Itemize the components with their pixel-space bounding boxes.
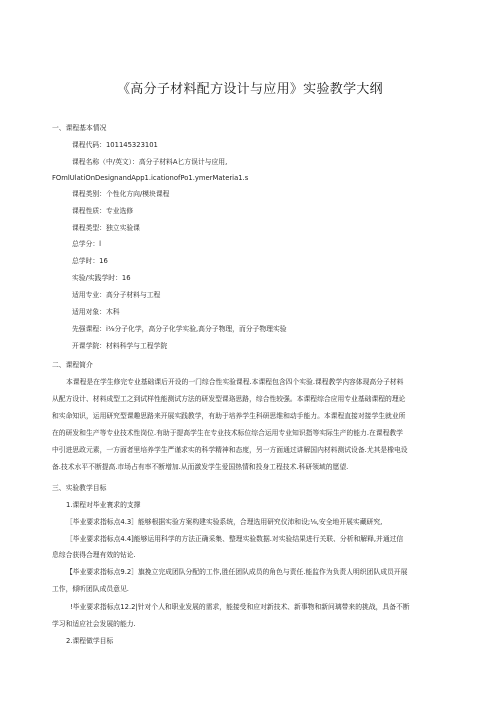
course-code: 课程代码：101145323101 <box>72 141 158 149</box>
course-type: 课程类型：独立实验课 <box>72 224 140 232</box>
course-nature: 课程性质：专业选修 <box>72 207 134 215</box>
graduation-requirement-12-2-cont: 学习和适应社会发展的能力. <box>52 620 136 628</box>
objective-subheading-goals: 2.课程做学目标 <box>66 637 114 645</box>
target-students: 适用对象：木科 <box>72 308 120 316</box>
course-name: 课程名称（中/英文）：高分子材料A匕方误计与应用, <box>72 158 228 166</box>
graduation-requirement-9-2-cont: 工作，倾听团队成员意见. <box>52 585 129 593</box>
graduation-requirement-12-2: !毕业要求指标点12.2|针对个人和职业发展的需求，能接受和应对新技术、新事物和新问璃带来的挑战，具备不断 <box>70 603 410 611</box>
intro-line: 备.技术水平不断提高.市场占有率不断增加.从而激发学生爱国热情和投身工程技术.科研领域的愿望. <box>52 463 349 471</box>
graduation-requirement-4-4-cont: 息综合获得合理有效的钻论. <box>52 551 136 559</box>
total-credits: 总学分：l <box>72 240 102 248</box>
intro-line: 在的研发和生产等专业技术性岗位.有助于提高学生在专业技术标位综合运用专业知识指等实际生产的能力.在课程教学 <box>52 429 403 437</box>
offering-college: 开课学院：材料科学与工程学院 <box>72 342 168 350</box>
objective-subheading-support: 1.课程对毕业寰求的支撑 <box>66 501 141 509</box>
intro-line: 从配方设计、材料成型工之到试样性能测试方法的研发型课珞思路，综合性较强。本课程综合应用专业基础课程的理论 <box>52 395 406 403</box>
prerequisite-courses: 先强课程：i⅛分子化学，高分子化学实验,高分子物理，而分子物理实验 <box>72 325 287 333</box>
total-hours: 总学时：16 <box>72 257 108 265</box>
practice-hours: 实验/实践学时：16 <box>72 274 131 282</box>
intro-line: 本课程是在学生修完专业基础课后开设的一门综合性实验课程.本课程包含四个实验.课程教学内容体现高分子材料 <box>66 378 404 386</box>
applicable-major: 适用专业：高分子材料与工程 <box>72 291 161 299</box>
section-heading-basic-info: 一、课程基本情况 <box>52 124 107 132</box>
intro-line: 中引进思政元素，一方面者里培养学生严谨求实的科学精神和态度，另一方面通过讲解国内材料测试设备.尤其是橡电设 <box>52 446 408 454</box>
course-name-english: FOmlUlatiOnDesignandApp1.icationofPo1.ymerMateria1.s <box>52 174 249 182</box>
section-heading-intro: 二、课程简介 <box>52 361 93 369</box>
page-title: 《高分子材料配方设计与应用》实验教学大纲 <box>116 82 383 97</box>
graduation-requirement-4-4: ［毕业要求指标点4.4]能够运用科学的方法正确采集、整理实验数据.对实验结果进行关联、分析和解释,并通过信 <box>66 535 404 543</box>
course-category: 课程类别：个性化方向/模块课程 <box>72 190 170 198</box>
graduation-requirement-4-3: ［毕业要求指标点4.3］能够根据实验方案构建实验系统，合理选用研究仪沛和设;⅛,安全地开展实藏研究, <box>66 518 383 526</box>
graduation-requirement-9-2: 【毕业要求指标点9.2］旗挽立完成团队分配的工作,胜任团队成员的角色与责任.能监作为负责人明织团队成员开展 <box>66 568 408 576</box>
section-heading-objectives: 三、实验教学目标 <box>52 484 107 492</box>
intro-line: 和实命知识，运用研究型课趣思路来开展实践教学，有助于培养学生科研思维和动手能力。本课程直接对接学生就业所 <box>52 412 406 420</box>
